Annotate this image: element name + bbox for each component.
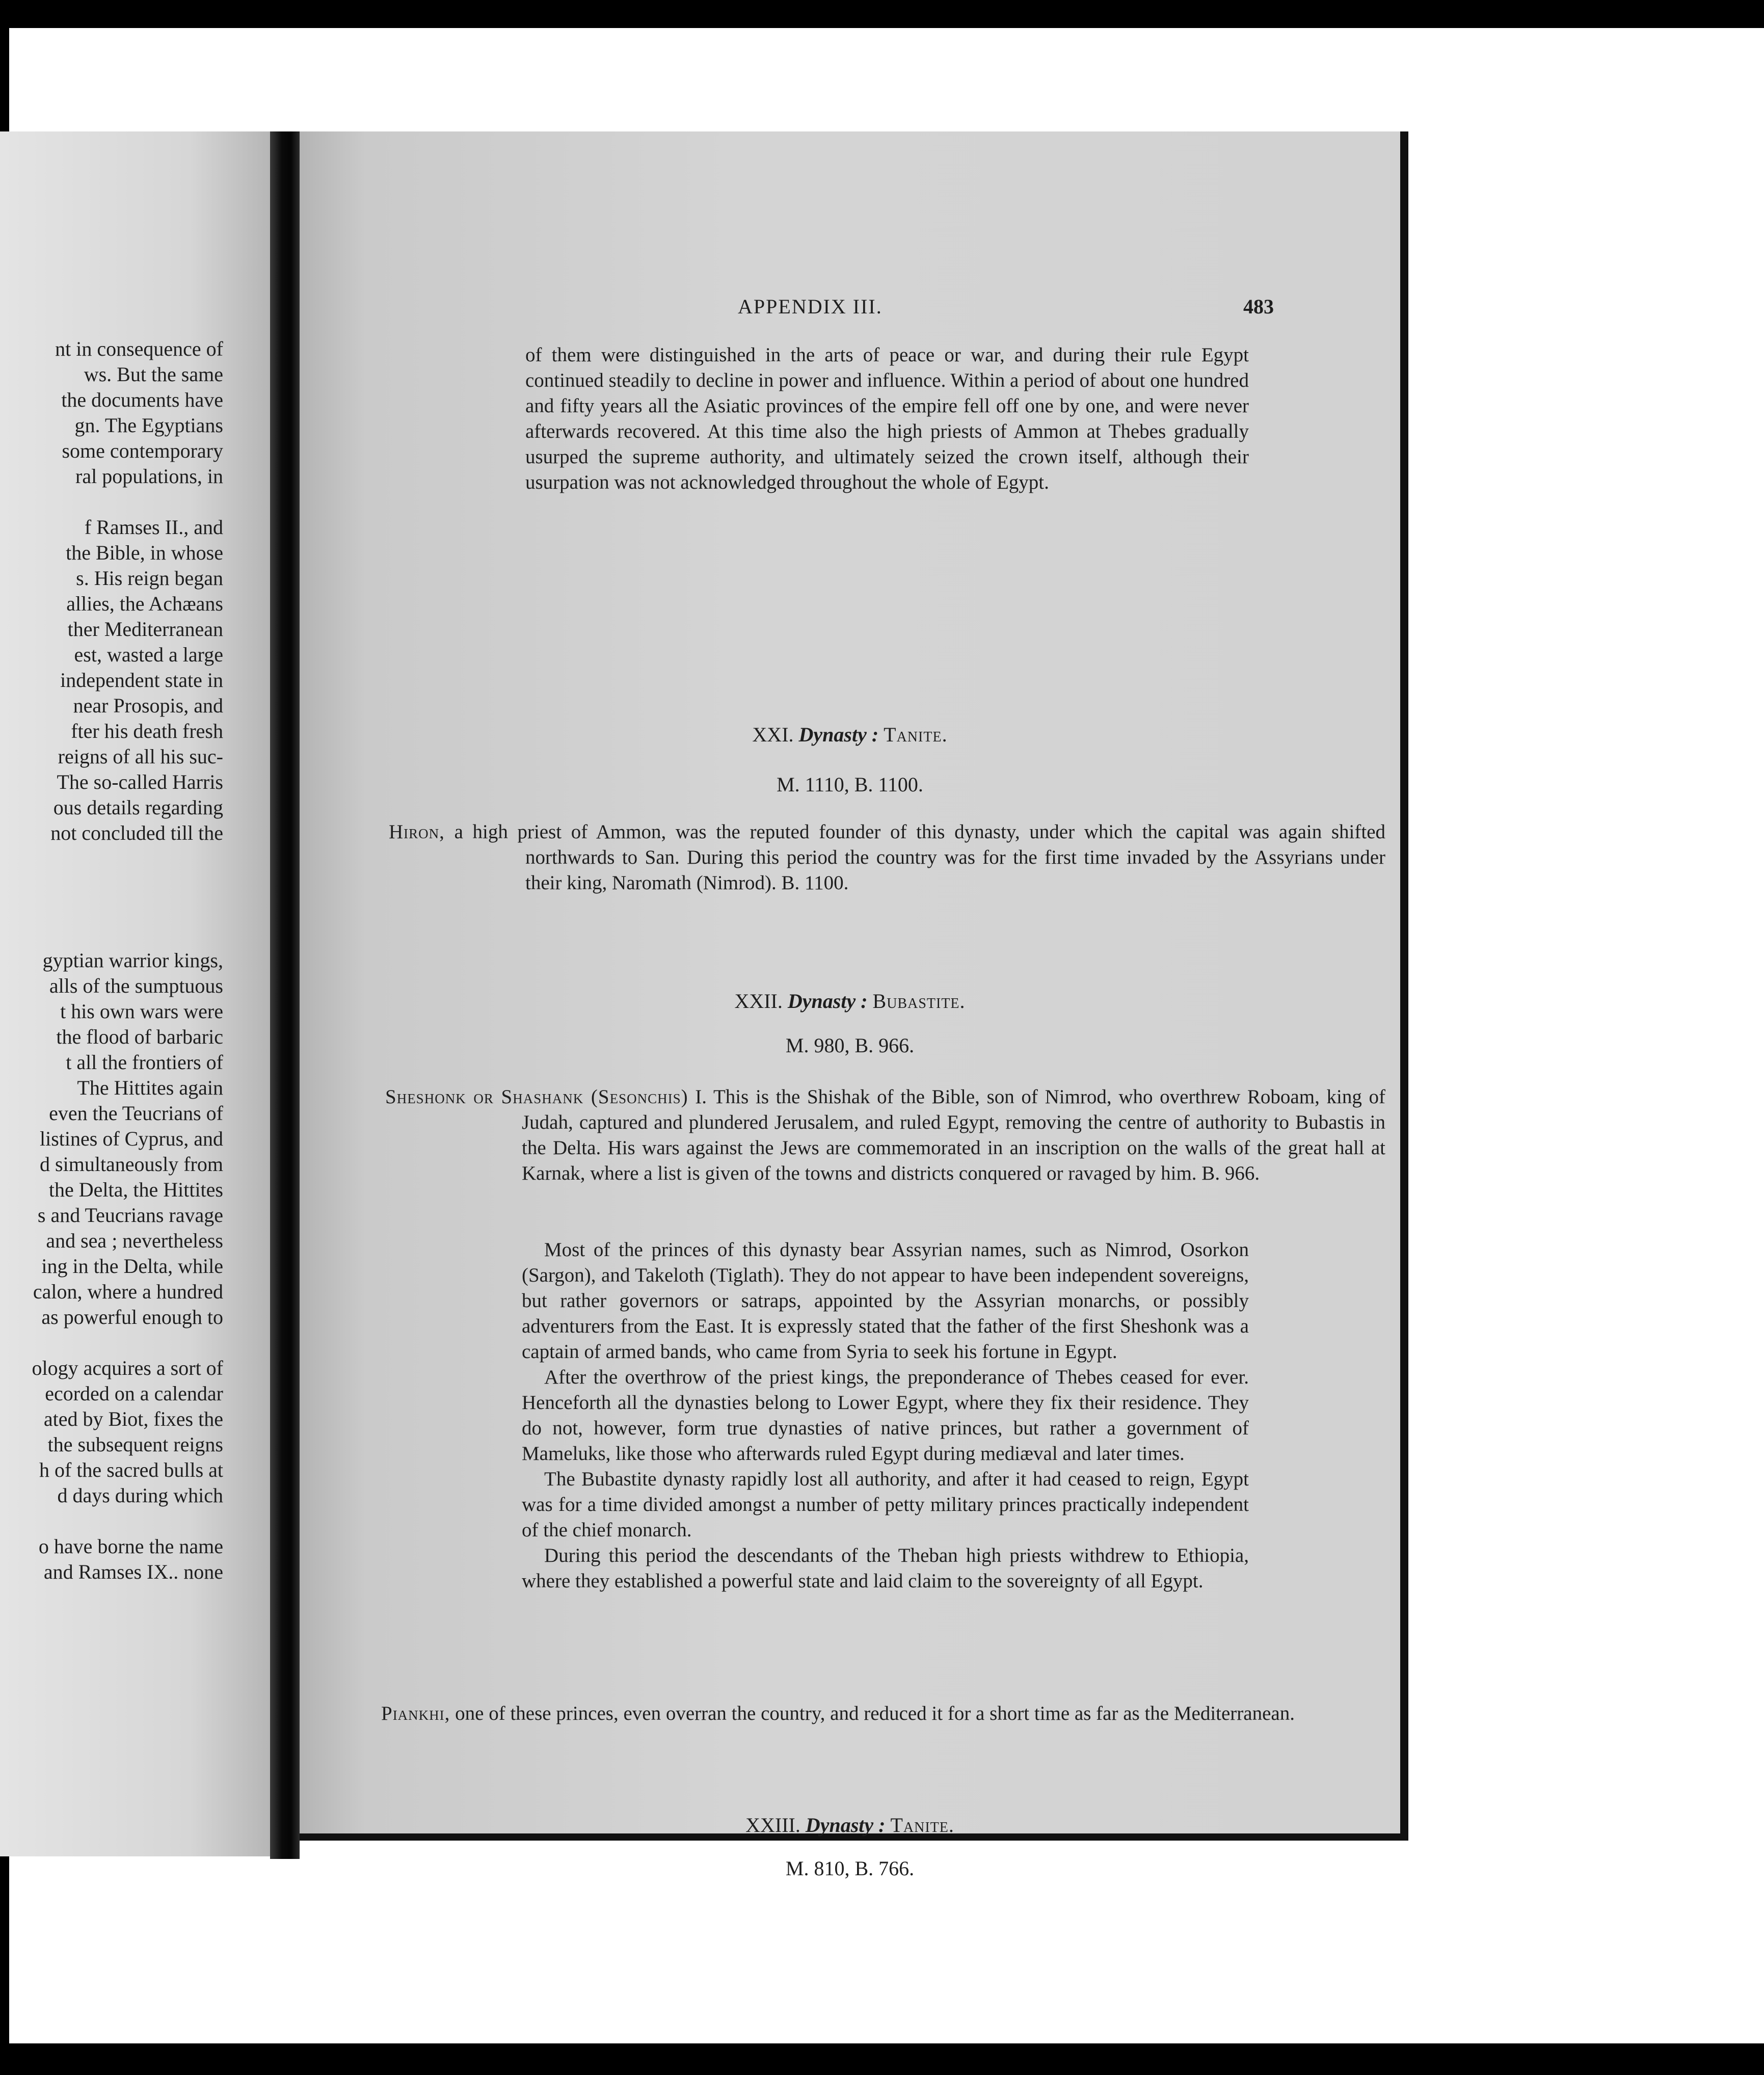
left-page-line: fter his death fresh <box>71 720 223 742</box>
left-page-line: est, wasted a large <box>74 643 223 666</box>
left-page-line: the flood of barbaric <box>56 1025 223 1048</box>
left-page-line: the documents have <box>61 388 223 411</box>
dynasty-21-heading <box>300 723 1400 747</box>
left-page-line: the Bible, in whose <box>66 541 223 564</box>
left-page-line: some contemporary <box>62 439 223 462</box>
left-page-line <box>0 897 223 922</box>
running-header <box>300 295 1400 325</box>
entry-hiron <box>389 819 1385 896</box>
scan-border-bottom <box>0 2043 1764 2075</box>
intro-paragraph <box>525 342 1249 495</box>
left-page-line: and Ramses IX.. none <box>43 1560 223 1583</box>
dynasty-22-label: Dynasty : <box>787 990 868 1013</box>
left-page-line: d days during which <box>57 1484 223 1507</box>
left-page-line: The so-called Harris <box>57 770 223 793</box>
left-page-line: t his own wars were <box>60 1000 223 1023</box>
left-page-line: ology acquires a sort of <box>32 1356 223 1379</box>
left-page-line <box>0 871 223 897</box>
left-page-line: not concluded till the <box>50 821 223 844</box>
left-page-line: ing in the Delta, while <box>41 1255 223 1278</box>
paragraph-priest-kings: After the overthrow of the priest kings, the preponderance of Thebes ceased for ever. Henceforth all the dynasties belong to Lower Egypt, where they fix their residence. They do not, however, form true dynasties of native princes, but rather a government of Mameluks, like those who afterwards ruled Egypt during mediæval and later times. <box>522 1366 1249 1465</box>
left-page-line: reigns of all his suc- <box>58 745 223 768</box>
left-page-line: calon, where a hundred <box>33 1280 223 1303</box>
left-page-line: gyptian warrior kings, <box>42 949 223 972</box>
left-page-line: o have borne the name <box>38 1535 223 1558</box>
intro-text: of them were distinguished in the arts of peace or war, and during their rule Egypt continued steadily to decline in power and influence. Within a period of about one hundred and fifty years all the Asiatic provinces of the empire fell off one by one, and were never afterwards recovered. At this time also the high priests of Ammon at Thebes gradually usurped the supreme authority, and ultimately seized the crown itself, although their usurpation was not acknowledged throughout the whole of Egypt. <box>525 344 1249 493</box>
dynasty-22-numeral: XXII. <box>734 990 783 1013</box>
scan-border-top <box>0 0 1764 28</box>
left-page-line: the Delta, the Hittites <box>48 1178 223 1201</box>
left-page-line: even the Teucrians of <box>49 1102 223 1125</box>
left-page-line: and sea ; nevertheless <box>46 1229 223 1252</box>
entry-piankhi-text: one of these princes, even overran the country, and reduced it for a short time as far as the Mediterranean. <box>455 1702 1295 1724</box>
paragraph-bubastite: The Bubastite dynasty rapidly lost all authority, and after it had ceased to reign, Egypt was for a time divided amongst a number of petty military princes practically independent of the chief monarch. <box>522 1468 1249 1541</box>
left-page-line: the subsequent reigns <box>47 1433 223 1456</box>
left-page <box>0 131 270 1856</box>
dynasty-22-name: Bubastite. <box>872 990 966 1013</box>
paragraph-assyrian-names: Most of the princes of this dynasty bear Assyrian names, such as Nimrod, Osorkon (Sargon), and Takeloth (Tiglath). They do not appear to have been independent sovereigns, but rather governors or satraps, appointed by the Assyrian monarchs, or possibly adventurers from the East. It is expressly stated that the father of the first Sheshonk was a captain of armed bands, who came from Syria to seek his fortune in Egypt. <box>522 1239 1249 1363</box>
left-page-line: ecorded on a calendar <box>45 1382 223 1405</box>
left-page-text <box>0 336 223 1585</box>
left-page-line: d simultaneously from <box>40 1153 223 1176</box>
entry-hiron-text: a high priest of Ammon, was the reputed founder of this dynasty, under which the capital was again shifted northwards to San. During this period the country was for the first time invaded by the Assyrians under their king, Naromath (Nimrod). B. 1100. <box>454 821 1386 894</box>
dynasty-21-name: Tanite. <box>884 723 948 746</box>
left-page-line: listines of Cyprus, and <box>40 1127 223 1150</box>
left-page-line: as powerful enough to <box>41 1306 223 1328</box>
left-page-line: ther Mediterranean <box>67 618 223 641</box>
left-page-line: near Prosopis, and <box>73 694 223 717</box>
entry-sheshonk-text: I. This is the Shishak of the Bible, son of Nimrod, who overthrew Roboam, king of Judah, captured and plundered Jerusalem, and ruled Egypt, removing the centre of authority to Bubastis in the Delta. His wars against the Jews are commemorated in an inscription on the walls of the great hall at Karnak, where a list is given of the towns and districts conquered or ravaged by him. B. 966. <box>522 1086 1385 1184</box>
dynasty-22-dates: M. 980, B. 966. <box>785 1034 915 1057</box>
dynasty-23-dates: M. 810, B. 766. <box>785 1857 915 1880</box>
left-page-line: s and Teucrians ravage <box>37 1204 223 1227</box>
left-page-line: ous details regarding <box>53 796 223 819</box>
dynasty-22-paragraphs <box>522 1237 1249 1594</box>
left-page-line: ws. But the same <box>84 363 223 386</box>
left-page-line <box>0 1330 223 1355</box>
dynasty-23-label: Dynasty : <box>805 1814 886 1837</box>
left-page-line: alls of the sumptuous <box>49 974 223 997</box>
book-gutter <box>270 131 300 1859</box>
entry-sheshonk-name: Sheshonk or Shashank (Sesonchis) <box>385 1086 688 1108</box>
left-page-line: gn. The Egyptians <box>74 414 223 437</box>
left-page-line: f Ramses II., and <box>84 516 223 539</box>
entry-piankhi <box>381 1701 1385 1726</box>
dynasty-22-heading <box>300 989 1400 1013</box>
left-page-line <box>0 846 223 871</box>
left-page-line <box>0 1508 223 1534</box>
dynasty-23-heading <box>300 1813 1400 1837</box>
dynasty-21-dates: M. 1110, B. 1100. <box>777 773 923 796</box>
page-number: 483 <box>1243 295 1274 318</box>
entry-hiron-name: Hiron, <box>389 821 445 843</box>
left-page-line: independent state in <box>60 669 223 691</box>
dynasty-21-numeral: XXI. <box>752 723 794 746</box>
entry-sheshonk <box>385 1084 1385 1186</box>
paragraph-ethiopia: During this period the descendants of the Theban high priests withdrew to Ethiopia, where they established a powerful state and laid claim to the sovereignty of all Egypt. <box>522 1545 1249 1592</box>
entry-piankhi-name: Piankhi, <box>381 1702 450 1724</box>
dynasty-21-label: Dynasty : <box>798 723 879 746</box>
dynasty-23-name: Tanite. <box>890 1814 954 1837</box>
dynasty-23-numeral: XXIII. <box>745 1814 800 1837</box>
left-page-line <box>0 922 223 948</box>
left-page-line <box>0 489 223 515</box>
header-title: APPENDIX III. <box>738 295 883 318</box>
left-page-line: allies, the Achæans <box>66 592 223 615</box>
left-page-line: h of the sacred bulls at <box>39 1458 223 1481</box>
left-page-line: The Hittites again <box>77 1076 223 1099</box>
right-page <box>300 131 1408 1880</box>
left-page-line: t all the frontiers of <box>66 1051 223 1074</box>
left-page-line: ral populations, in <box>75 465 223 488</box>
left-page-line: ated by Biot, fixes the <box>43 1407 223 1430</box>
left-page-line: s. His reign began <box>76 567 223 590</box>
left-page-line: nt in consequence of <box>55 337 223 360</box>
